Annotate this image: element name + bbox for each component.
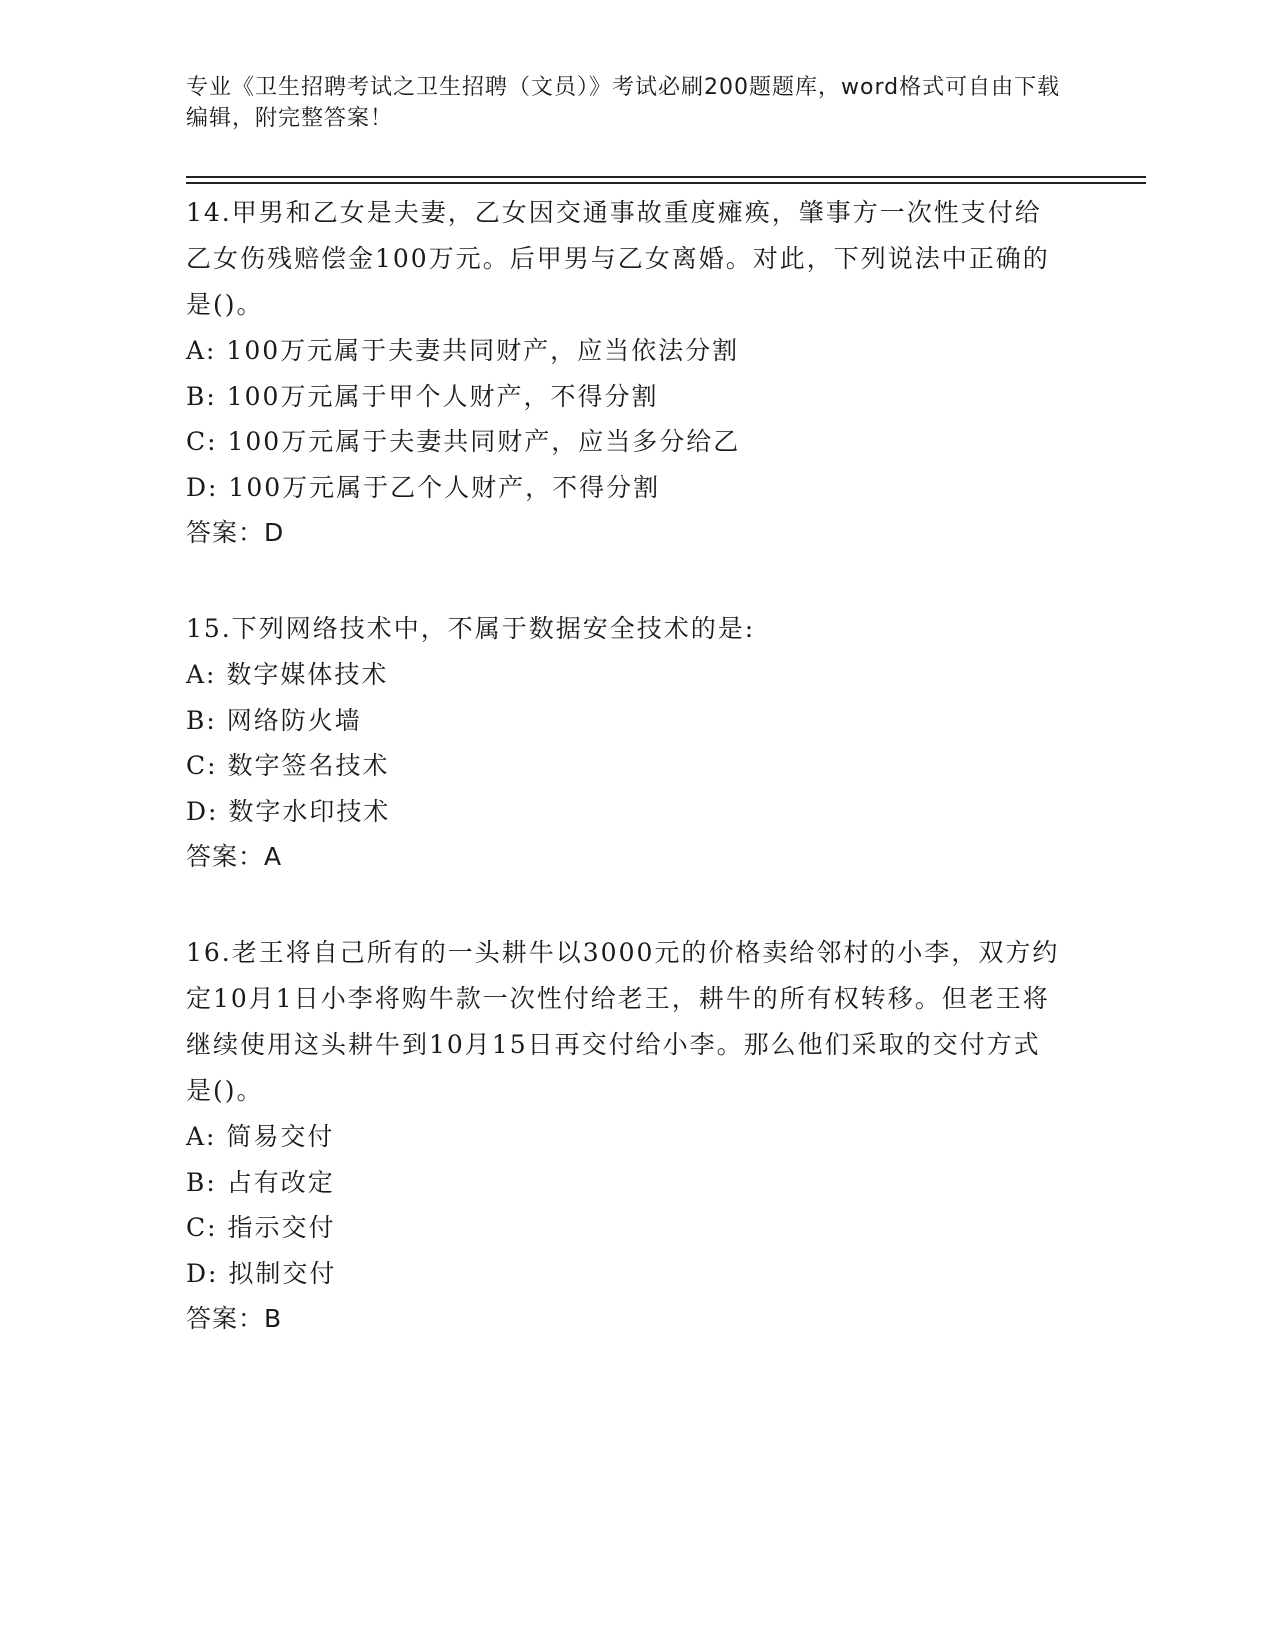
option-d: D: 100万元属于乙个人财产，不得分割 xyxy=(186,472,661,502)
question-15 xyxy=(186,606,1086,880)
header-divider-bottom xyxy=(186,182,1146,184)
question-list xyxy=(186,190,1086,1392)
document-header xyxy=(186,72,1066,134)
question-stem: 16.老王将自己所有的一头耕牛以3000元的价格卖给邻村的小李，双方约定10月1日小李将购牛款一次性付给老王，耕牛的所有权转移。但老王将继续使用这头耕牛到10月15日再交付给小李。那么他们采取的交付方式是()。 xyxy=(186,938,1060,1105)
answer-line: 答案：B xyxy=(186,1304,283,1333)
option-b: B: 100万元属于甲个人财产，不得分割 xyxy=(186,381,659,411)
header-divider-top xyxy=(186,176,1146,178)
answer-line: 答案：A xyxy=(186,842,283,871)
option-a: A: 数字媒体技术 xyxy=(186,660,389,689)
question-16 xyxy=(186,930,1086,1342)
option-c: C: 指示交付 xyxy=(186,1213,336,1242)
option-a: A: 100万元属于夫妻共同财产，应当依法分割 xyxy=(186,336,740,365)
question-stem: 14.甲男和乙女是夫妻，乙女因交通事故重度瘫痪，肇事方一次性支付给乙女伤残赔偿金100万元。后甲男与乙女离婚。对此，下列说法中正确的是()。 xyxy=(186,198,1050,319)
option-b: B: 网络防火墙 xyxy=(186,705,362,735)
option-a: A: 简易交付 xyxy=(186,1122,335,1151)
option-b: B: 占有改定 xyxy=(186,1167,335,1197)
question-14 xyxy=(186,190,1086,556)
question-stem: 15.下列网络技术中，不属于数据安全技术的是: xyxy=(186,614,756,643)
option-c: C: 100万元属于夫妻共同财产，应当多分给乙 xyxy=(186,427,741,456)
header-text: 专业《卫生招聘考试之卫生招聘（文员）》考试必刷200题题库，word格式可自由下载编辑，附完整答案！ xyxy=(186,75,1061,131)
answer-line: 答案：D xyxy=(186,518,285,547)
option-c: C: 数字签名技术 xyxy=(186,751,390,780)
option-d: D: 数字水印技术 xyxy=(186,796,391,826)
option-d: D: 拟制交付 xyxy=(186,1258,337,1288)
